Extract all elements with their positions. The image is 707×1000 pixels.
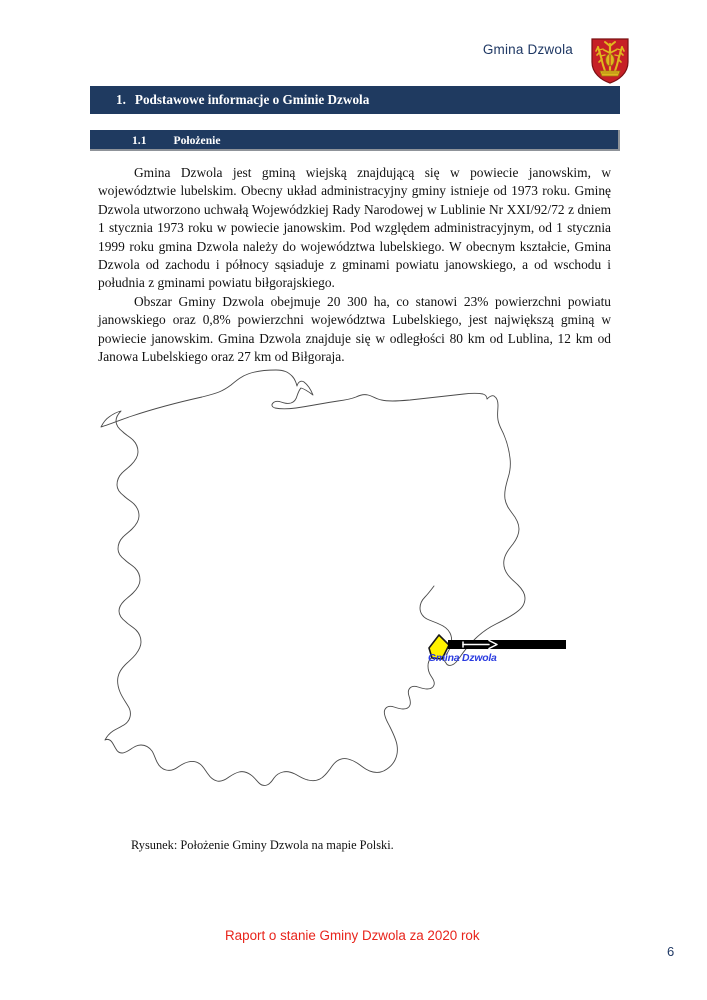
figure-caption: Rysunek: Położenie Gminy Dzwola na mapie Polski. <box>131 838 394 852</box>
poland-map-figure <box>98 368 611 818</box>
body-text <box>98 164 611 366</box>
section-1-1-number: 1.1 <box>132 134 147 147</box>
section-heading-1-1 <box>90 130 620 151</box>
paragraph-2: Obszar Gminy Dzwola obejmuje 20 300 ha, co stanowi 23% powierzchni powiatu janowskiego oraz 0,8% powierzchni województwa Lubelskiego, jest największą gminą w powiecie janowskim. Gmina Dzwola znajduje się w odległości 80 km od Lublina, 12 km od Janowa Lubelskiego oraz 27 km od Biłgoraja. <box>98 293 611 365</box>
map-marker-label: Gmina Dzwola <box>428 653 497 664</box>
document-header <box>0 18 707 76</box>
section-1-title: Podstawowe informacje o Gminie Dzwola <box>134 92 370 107</box>
section-1-number: 1. <box>116 92 126 107</box>
page-number: 6 <box>667 944 675 959</box>
poland-outline-path <box>101 370 525 785</box>
pointer-arrow-icon <box>448 640 566 649</box>
header-title: Gmina Dzwola <box>482 42 573 57</box>
section-1-1-title: Położenie <box>173 134 221 147</box>
section-heading-1 <box>90 86 620 114</box>
footer-text: Raport o stanie Gminy Dzwola za 2020 rok <box>225 928 480 943</box>
coat-of-arms-icon <box>591 38 629 84</box>
paragraph-1: Gmina Dzwola jest gminą wiejską znajdującą się w powiecie janowskim, w województwie lubelskim. Obecny układ administracyjny gminy istnieje od 1973 roku. Gminę Dzwola utworzono uchwałą Wojewódzkiej Rady Narodowej w Lublinie Nr XXI/92/72 z dniem 1 stycznia 1973 roku w powiecie janowskim. Pod względem administracyjnym, od 1 stycznia 1999 roku gmina Dzwola należy do województwa lubelskiego. W obecnym kształcie, Gmina Dzwola od zachodu i północy sąsiaduje z gminami powiatu janowskiego, a od wschodu i południa z gminami powiatu biłgorajskiego. <box>98 165 611 291</box>
